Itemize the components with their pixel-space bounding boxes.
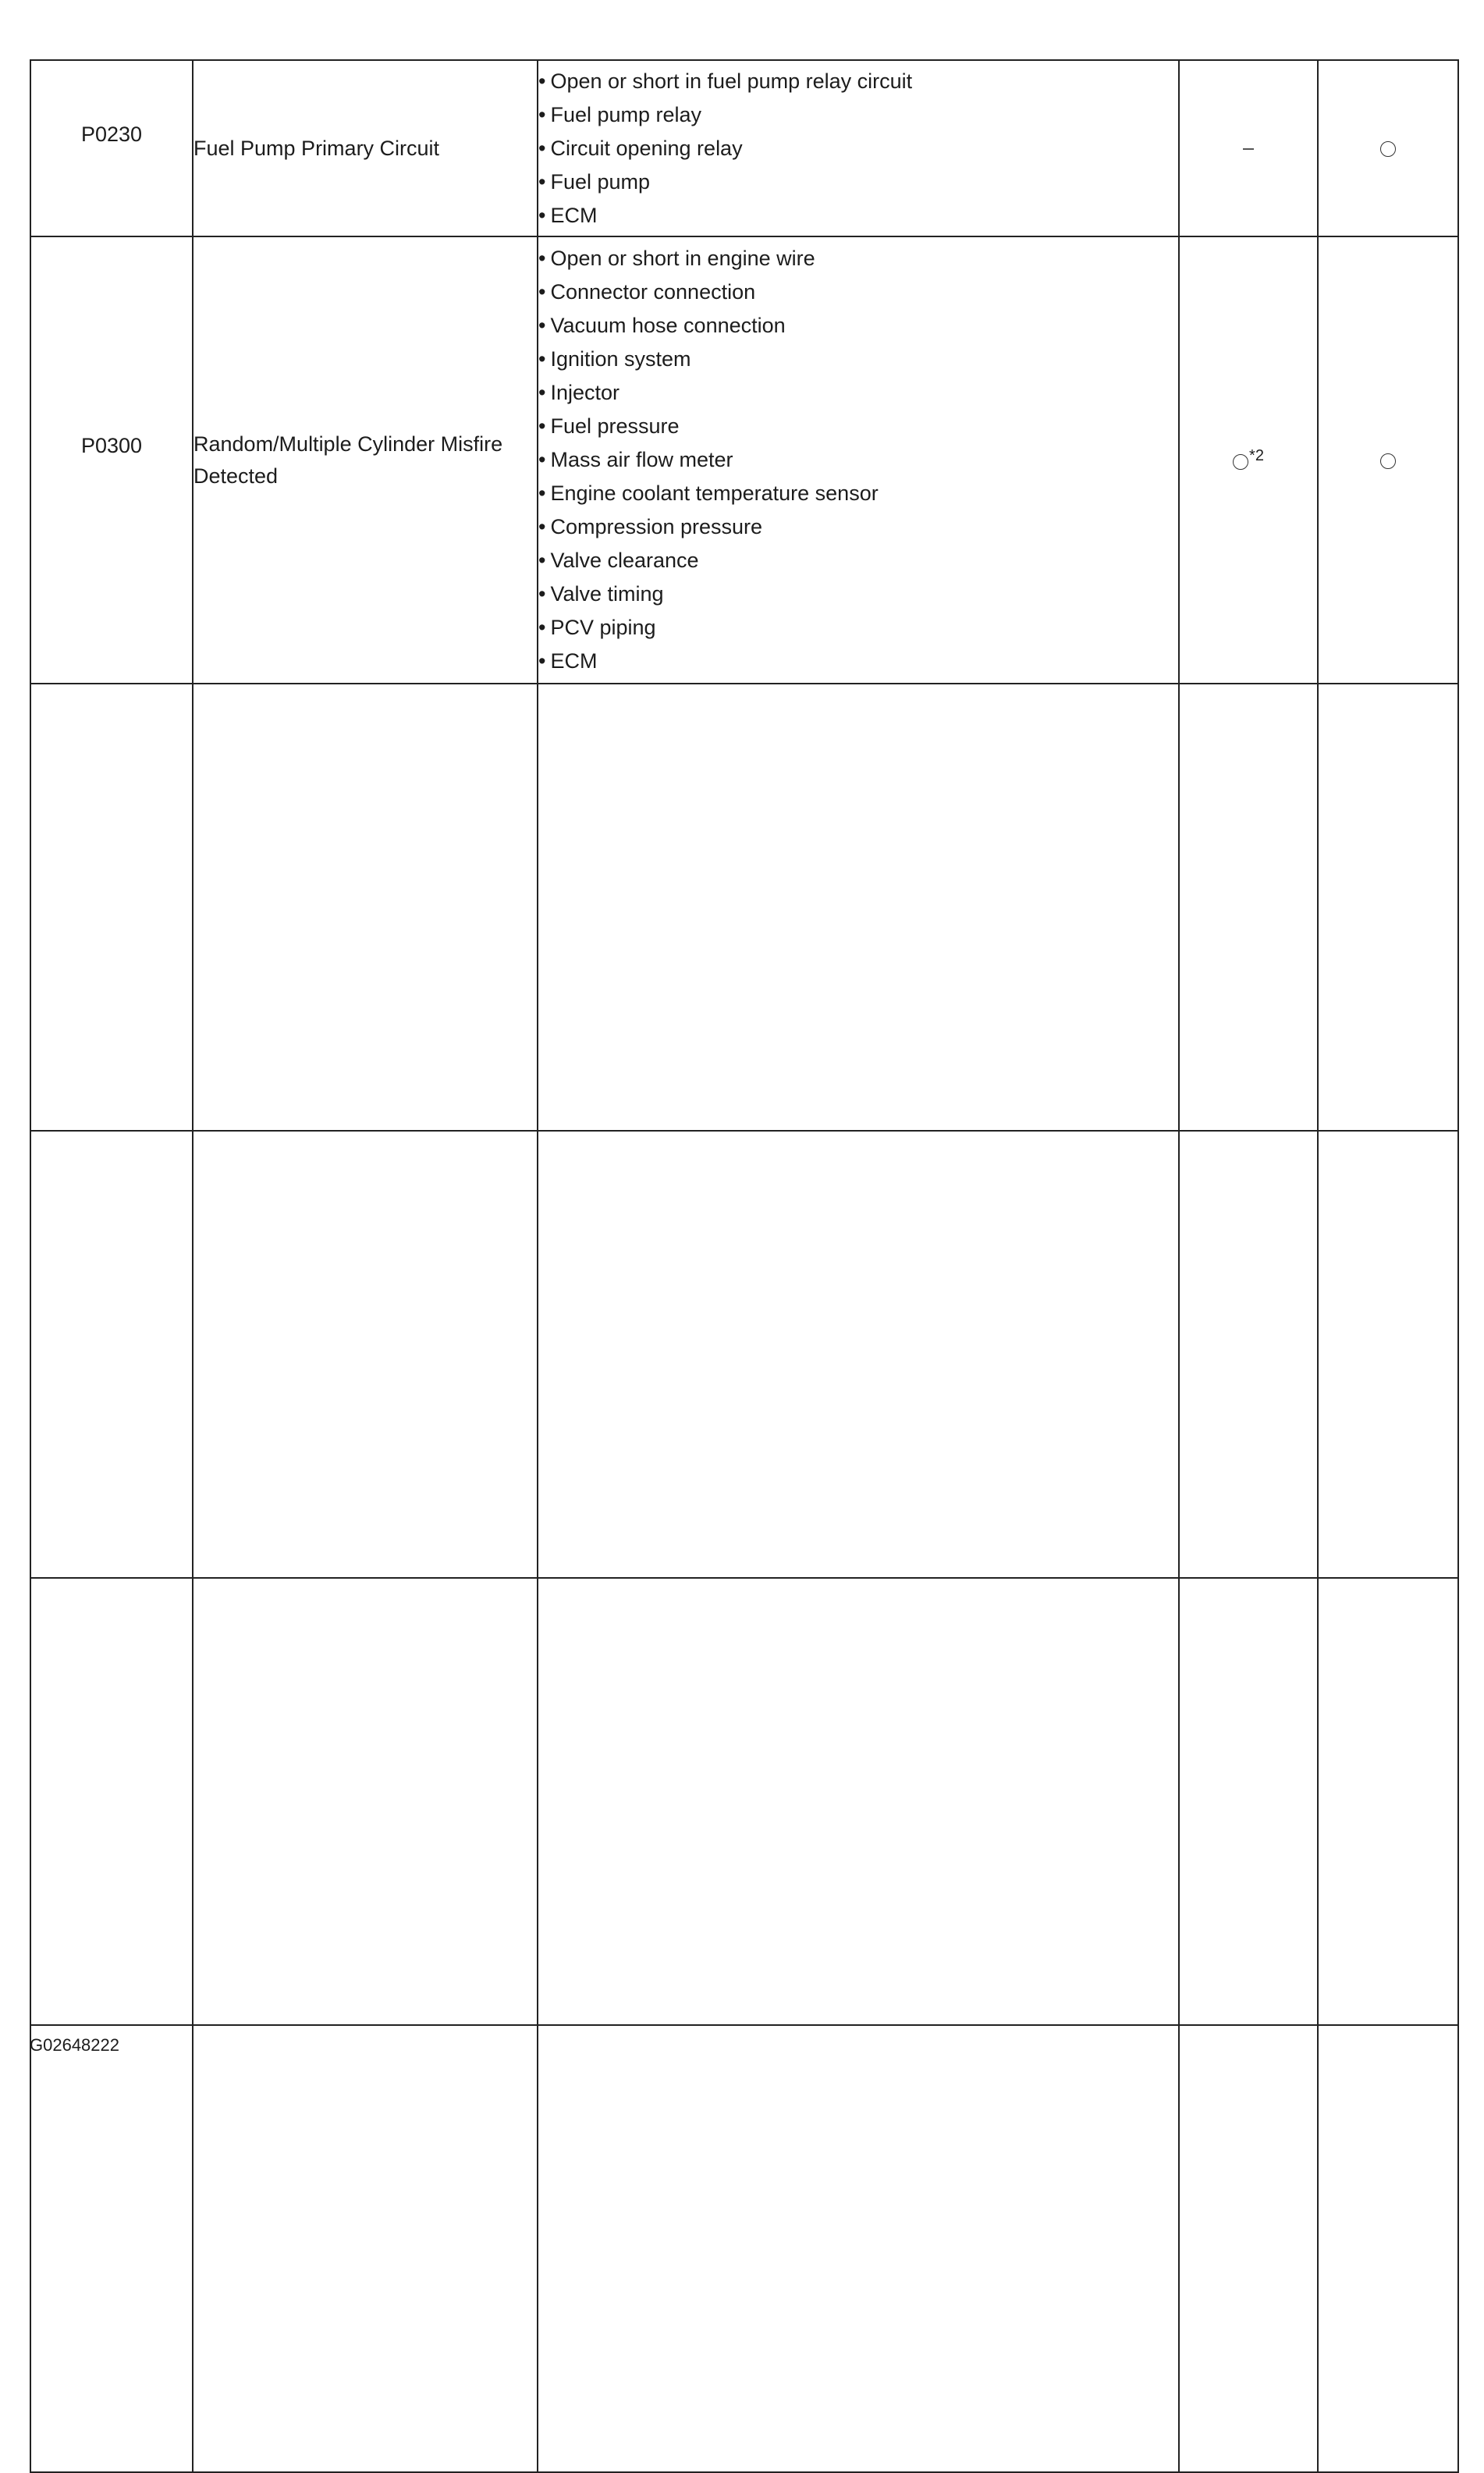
- circle-mark: [1380, 453, 1396, 469]
- list-item: • Ignition system: [538, 343, 1178, 376]
- circle-mark: [1233, 454, 1248, 470]
- circle-mark: [1380, 141, 1396, 157]
- list-item: • Fuel pump relay: [538, 98, 1178, 132]
- dtc-table: [30, 59, 1459, 2473]
- list-item: • Fuel pump: [538, 165, 1178, 199]
- trouble-area-list: [538, 65, 1178, 233]
- trouble-area-cell: [538, 236, 1179, 684]
- mil-cell: [1179, 1131, 1318, 1578]
- trouble-area-cell: [538, 2025, 1179, 2472]
- memory-cell: [1318, 1578, 1458, 2025]
- list-item: • Mass air flow meter: [538, 443, 1178, 477]
- mil-cell: [1179, 2025, 1318, 2472]
- list-item: • Circuit opening relay: [538, 132, 1178, 165]
- dtc-description: [193, 1131, 538, 1578]
- dtc-code-cell: [30, 236, 193, 684]
- dtc-code-cell: [30, 2025, 193, 2472]
- dtc-description: Random/Multiple Cylinder Misfire Detected: [193, 236, 538, 684]
- trouble-area-cell: [538, 1578, 1179, 2025]
- trouble-area-list: [538, 242, 1178, 678]
- mil-cell: [1179, 60, 1318, 236]
- table-row: [30, 60, 1458, 236]
- list-item: • Injector: [538, 376, 1178, 410]
- memory-cell: [1318, 236, 1458, 684]
- mil-cell: [1179, 684, 1318, 1131]
- table-row: [30, 236, 1458, 684]
- list-item: • ECM: [538, 645, 1178, 678]
- footnote-mark: *2: [1249, 446, 1264, 464]
- dtc-description: [193, 684, 538, 1131]
- list-item: • Fuel pressure: [538, 410, 1178, 443]
- trouble-area-cell: [538, 1131, 1179, 1578]
- list-item: • Open or short in fuel pump relay circuit: [538, 65, 1178, 98]
- table-row: [30, 1131, 1458, 1578]
- table-row: [30, 2025, 1458, 2472]
- list-item: • Connector connection: [538, 275, 1178, 309]
- dtc-description: Fuel Pump Primary Circuit: [193, 60, 538, 236]
- dash-mark: [1243, 148, 1254, 150]
- dtc-code-cell: [30, 684, 193, 1131]
- list-item: • Compression pressure: [538, 510, 1178, 544]
- list-item: • Open or short in engine wire: [538, 242, 1178, 275]
- list-item: • Engine coolant temperature sensor: [538, 477, 1178, 510]
- list-item: • PCV piping: [538, 611, 1178, 645]
- memory-cell: [1318, 684, 1458, 1131]
- list-item: • Valve clearance: [538, 544, 1178, 577]
- dtc-code-cell: [30, 1578, 193, 2025]
- dtc-code-cell: [30, 60, 193, 236]
- dtc-code: P0300: [80, 434, 143, 457]
- table-row: [30, 1578, 1458, 2025]
- dtc-code: P0230: [80, 122, 143, 146]
- memory-cell: [1318, 2025, 1458, 2472]
- memory-cell: [1318, 60, 1458, 236]
- dtc-description: [193, 1578, 538, 2025]
- mil-cell: [1179, 236, 1318, 684]
- list-item: • Vacuum hose connection: [538, 309, 1178, 343]
- dtc-description: [193, 2025, 538, 2472]
- trouble-area-cell: [538, 60, 1179, 236]
- mil-cell: [1179, 1578, 1318, 2025]
- figure-id: G02648222: [30, 2035, 119, 2055]
- memory-cell: [1318, 1131, 1458, 1578]
- dtc-code-cell: [30, 1131, 193, 1578]
- list-item: • Valve timing: [538, 577, 1178, 611]
- list-item: • ECM: [538, 199, 1178, 233]
- table-row: [30, 684, 1458, 1131]
- trouble-area-cell: [538, 684, 1179, 1131]
